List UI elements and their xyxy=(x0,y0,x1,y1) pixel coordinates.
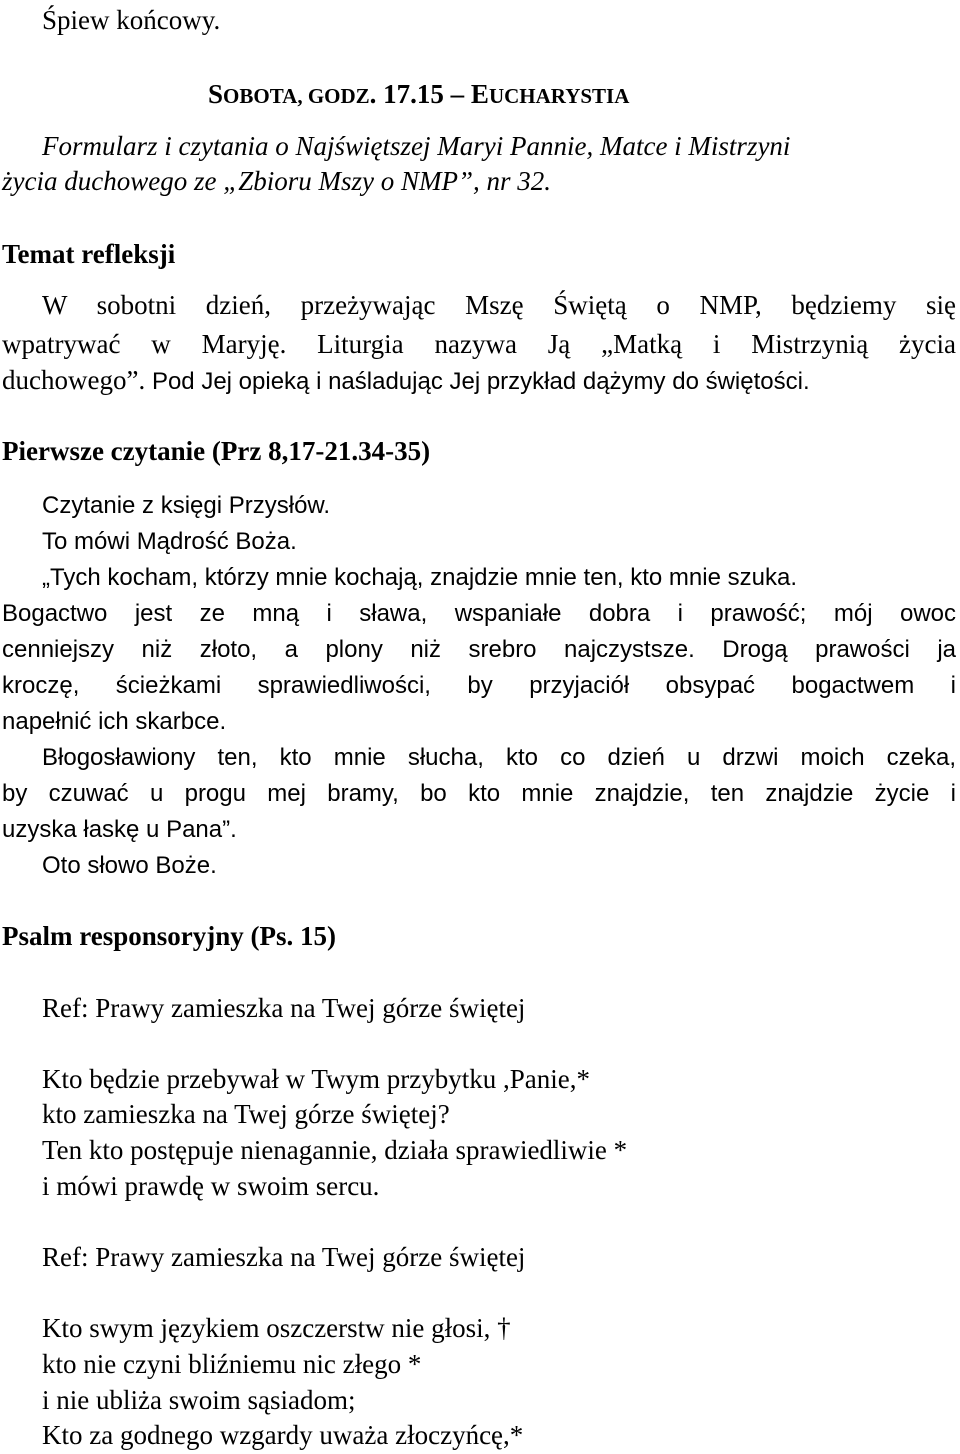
reading-paragraph-line: Błogosławiony ten, kto mnie słucha, kto co dzień u drzwi moich czeka, xyxy=(42,744,956,771)
reflection-line-2: wpatrywać w Maryję. Liturgia nazywa Ją „Matką i Mistrzynią życia xyxy=(2,329,956,359)
psalm-verse-line: Kto będzie przebywał w Twym przybytku ,Panie,* xyxy=(42,1064,590,1094)
heading-part: . 17.15 – E xyxy=(369,79,489,109)
psalm-verse-line: Kto swym językiem oszczerstw nie głosi, † xyxy=(42,1313,511,1343)
reading-paragraph-line: cenniejszy niż złoto, a plony niż srebro najczystsze. Drogą prawości ja xyxy=(2,636,956,663)
reflection-line-3a: duchowego”. xyxy=(2,365,152,395)
psalm-refrain: Ref: Prawy zamieszka na Twej górze świętej xyxy=(42,993,526,1023)
formulary-line-1: Formularz i czytania o Najświętszej Maryi Pannie, Matce i Mistrzyni xyxy=(42,131,791,161)
reading-paragraph-line: uzyska łaskę u Pana”. xyxy=(2,816,237,843)
reflection-line-3b: Pod Jej opieką i naśladując Jej przykład dążymy do świętości. xyxy=(151,368,810,395)
heading-part: S xyxy=(208,79,224,109)
reading-intro-2: To mówi Mądrość Boża. xyxy=(42,528,297,555)
reading-intro-1: Czytanie z księgi Przysłów. xyxy=(42,492,331,519)
reading-paragraph-line: napełnić ich skarbce. xyxy=(2,708,227,735)
eucharist-heading xyxy=(208,76,629,114)
psalm-verse-line: i mówi prawdę w swoim sercu. xyxy=(42,1171,380,1201)
psalm-verse-line: i nie ubliża swoim sąsiadom; xyxy=(42,1385,356,1415)
heading-part: OBOTA, GODZ xyxy=(223,84,370,108)
psalm-verse-line: kto zamieszka na Twej górze świętej? xyxy=(42,1099,450,1129)
psalm-verse-line: Kto za godnego wzgardy uważa złoczyńcę,* xyxy=(42,1420,524,1450)
psalm-heading: Psalm responsoryjny (Ps. 15) xyxy=(2,921,336,951)
first-reading-heading: Pierwsze czytanie (Prz 8,17-21.34-35) xyxy=(2,436,431,466)
reflection-line-3 xyxy=(2,362,810,400)
reading-paragraph-line: „Tych kocham, którzy mnie kochają, znajdzie mnie ten, kto mnie szuka. xyxy=(42,564,797,591)
reading-paragraph-line: Bogactwo jest ze mną i sława, wspaniałe dobra i prawość; mój owoc xyxy=(2,600,956,627)
formulary-line-2: życia duchowego ze „Zbioru Mszy o NMP”, nr 32. xyxy=(2,166,551,196)
heading-part: UCHARYSTIA xyxy=(488,84,630,108)
reflection-heading: Temat refleksji xyxy=(2,239,176,269)
reading-paragraph-line: kroczę, ścieżkami sprawiedliwości, by przyjaciół obsypać bogactwem i xyxy=(2,672,956,699)
reflection-line-1: W sobotni dzień, przeżywając Mszę Świętą o NMP, będziemy się xyxy=(42,290,956,320)
reading-paragraph-line: by czuwać u progu mej bramy, bo kto mnie znajdzie, ten znajdzie życie i xyxy=(2,780,956,807)
reading-closing: Oto słowo Boże. xyxy=(42,852,217,879)
closing-song: Śpiew końcowy. xyxy=(42,5,221,35)
psalm-verse-line: kto nie czyni bliźniemu nic złego * xyxy=(42,1349,422,1379)
psalm-refrain: Ref: Prawy zamieszka na Twej górze świętej xyxy=(42,1242,526,1272)
psalm-verse-line: Ten kto postępuje nienagannie, działa sprawiedliwie * xyxy=(42,1135,628,1165)
